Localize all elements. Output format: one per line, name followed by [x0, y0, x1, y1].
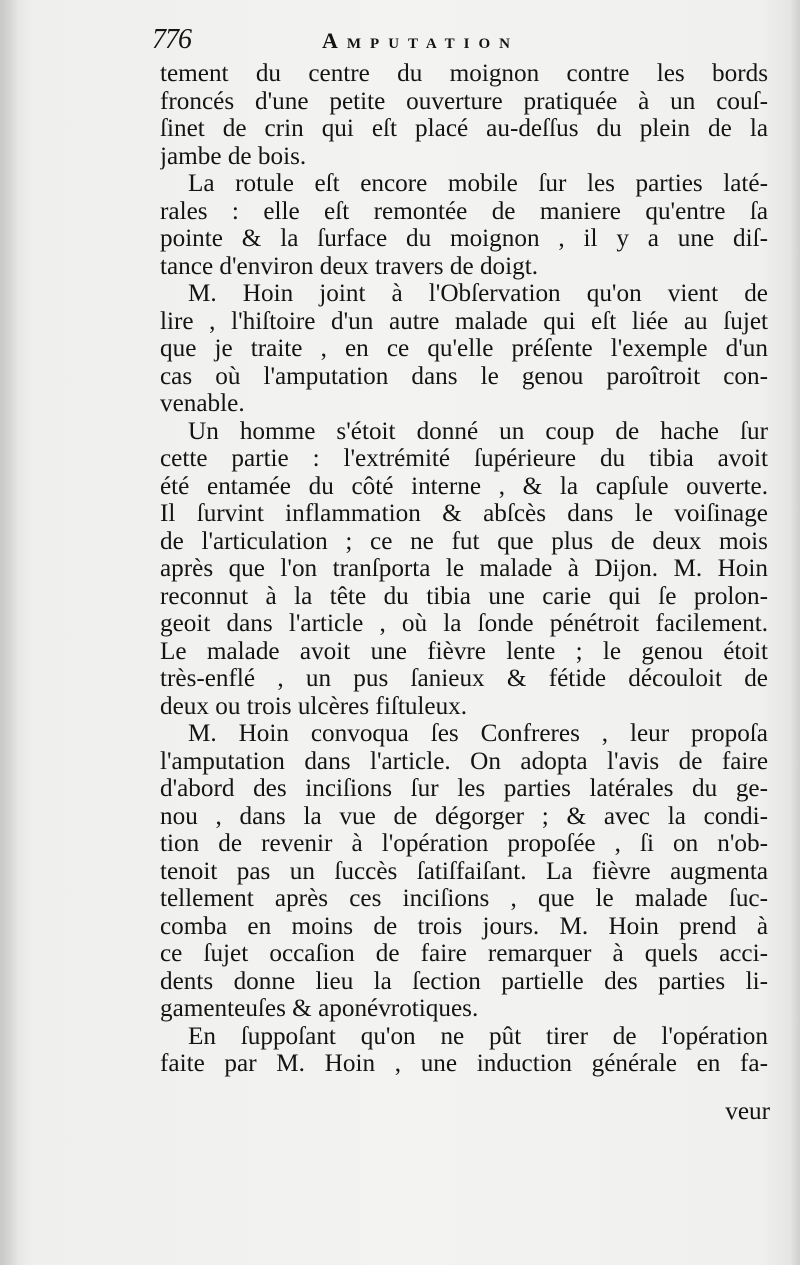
paragraph-first-line: Un homme s'étoit donné un coup de hache ſur	[188, 417, 768, 445]
text-line: comba en moins de trois jours. M. Hoin prend à	[160, 912, 768, 940]
body-text	[160, 60, 768, 1078]
text-line: que je traite , en ce qu'elle préſente l'exemple d'un	[160, 335, 768, 362]
text-line: de l'articulation ; ce ne fut que plus de deux mois	[160, 527, 768, 555]
text-line: lire , l'hiſtoire d'un autre malade qui eſt liée au ſujet	[160, 307, 768, 335]
text-line: après que l'on tranſporta le malade à Dijon. M. Hoin	[160, 555, 768, 582]
text-line: ce ſujet occaſion de faire remarquer à quels acci-	[160, 940, 768, 967]
text-line: ſinet de crin qui eſt placé au-deſſus du plein de la	[160, 115, 768, 142]
text-line: l'amputation dans l'article. On adopta l'avis de faire	[160, 747, 768, 775]
text-line: tance d'environ deux travers de doigt.	[160, 252, 539, 280]
text-line: tement du centre du moignon contre les bords	[160, 60, 768, 87]
text-line: jambe de bois.	[160, 142, 307, 170]
text-line: été entamée du côté interne , & la capſule ouverte.	[160, 472, 768, 500]
text-line: dents donne lieu la ſection partielle des parties li-	[160, 967, 768, 995]
page-edge-shadow	[790, 0, 800, 1265]
text-line: pointe & la ſurface du moignon , il y a une diſ-	[160, 225, 768, 252]
text-line: rales : elle eſt remontée de maniere qu'entre ſa	[160, 197, 768, 225]
text-line: gamenteuſes & aponévrotiques.	[160, 995, 479, 1022]
text-line: deux ou trois ulcères fiſtuleux.	[160, 692, 468, 720]
text-line: cette partie : l'extrémité ſupérieure du tibia avoit	[160, 445, 768, 472]
paragraph-first-line: M. Hoin joint à l'Obſervation qu'on vient de	[188, 280, 768, 307]
paragraph-first-line: En ſuppoſant qu'on ne pût tirer de l'opération	[188, 1022, 768, 1050]
text-line: geoit dans l'article , où la ſonde pénétroit facilement.	[160, 610, 768, 637]
text-line: tion de revenir à l'opération propoſée , ſi on n'ob-	[160, 830, 768, 857]
page-number: 776	[152, 24, 191, 55]
text-line: reconnut à la tête du tibia une carie qui ſe prolon-	[160, 582, 768, 610]
paragraph-first-line: M. Hoin convoqua ſes Confreres , leur propoſa	[188, 720, 768, 747]
text-line: cas où l'amputation dans le genou paroîtroit con-	[160, 362, 768, 390]
text-line: d'abord des inciſions ſur les parties latérales du ge-	[160, 775, 768, 802]
page-header	[152, 24, 772, 60]
binding-shadow	[0, 0, 18, 1265]
text-line: tellement après ces inciſions , que le malade ſuc-	[160, 885, 768, 912]
text-line: Il ſurvint inflammation & abſcès dans le voiſinage	[160, 500, 768, 527]
text-line: faite par M. Hoin , une induction générale en fa-	[160, 1050, 768, 1077]
text-line: très-enflé , un pus ſanieux & fétide découloit de	[160, 665, 768, 692]
catchword: veur	[725, 1098, 770, 1125]
text-line: froncés d'une petite ouverture pratiquée à un couſ-	[160, 87, 768, 115]
running-title: Amputation	[322, 28, 519, 53]
text-line: venable.	[160, 390, 245, 417]
text-line: nou , dans la vue de dégorger ; & avec la condi-	[160, 802, 768, 830]
text-line: tenoit pas un ſuccès ſatiſfaiſant. La fièvre augmenta	[160, 857, 768, 885]
text-line: Le malade avoit une fièvre lente ; le genou étoit	[160, 637, 768, 665]
paragraph-first-line: La rotule eſt encore mobile ſur les parties laté-	[188, 170, 768, 197]
